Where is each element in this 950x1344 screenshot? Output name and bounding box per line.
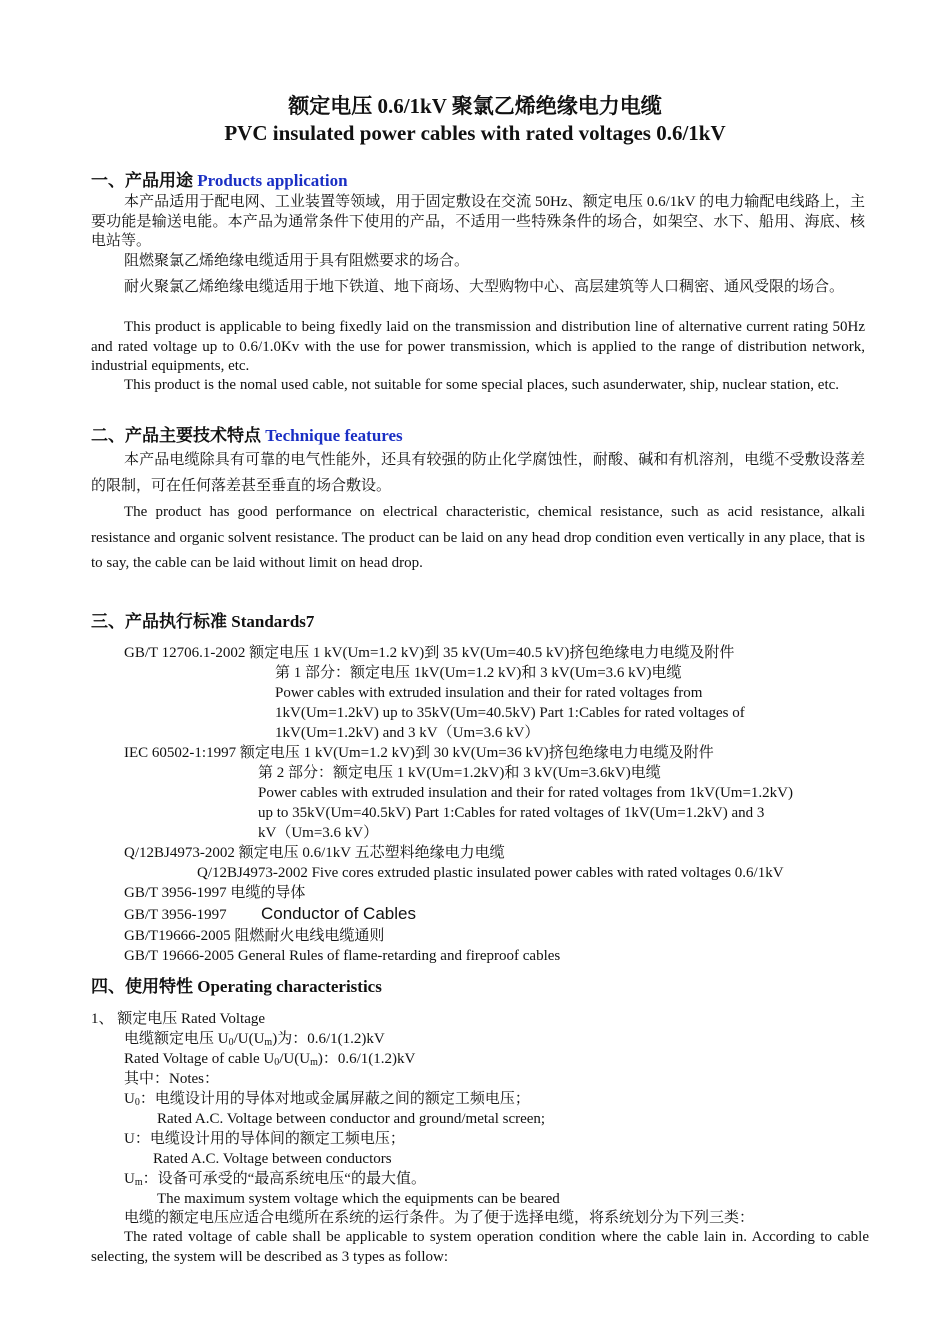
section-1-paragraph-1: 本产品适用于配电网、工业装置等领域，用于固定敷设在交流 50Hz、额定电压 0.6/1kV 的电力输配电线路上，主要功能是输送电能。本产品为通常条件下使用的产品，不适用一些特殊条件的场合，如架空、水下、船用、海底、核电站等。 xyxy=(91,194,865,249)
section-1-paragraph-3: 耐火聚氯乙烯绝缘电缆适用于地下铁道、地下商场、大型购物中心、高层建筑等人口稠密、通风受限的场合。 xyxy=(124,279,845,295)
section-1-heading xyxy=(91,170,348,192)
section-2-paragraph-2: The product has good performance on electrical characteristic, chemical resistance, such as acid resistance, alkali resistance and organic solvent resistance. The product can be laid on any head drop condition even vertically in any place, that is to say, the cable can be laid without limit on head drop. xyxy=(91,504,865,571)
section-1-paragraph-5: This product is the nomal used cable, not suitable for some special places, such asunderwater, ship, nuclear station, etc. xyxy=(124,377,840,393)
note-u0-cn: $U_0$：电缆设计用的导体对地或金属屏蔽之间的额定工频电压； xyxy=(124,1091,530,1108)
section-2-heading-en: Technique features xyxy=(265,426,403,445)
standard-line: 第 2 部分：额定电压 1 kV(Um=1.2kV)和 3 kV(Um=3.6kV)电缆 xyxy=(258,765,661,781)
standard-line: GB/T 12706.1-2002 额定电压 1 kV(Um=1.2 kV)到 35 kV(Um=40.5 kV)挤包绝缘电力电缆及附件 xyxy=(124,645,735,661)
standard-line: kV（Um=3.6 kV） xyxy=(258,825,379,841)
standard-line: 第 1 部分：额定电压 1kV(Um=1.2 kV)和 3 kV(Um=3.6 kV)电缆 xyxy=(275,665,682,681)
section-1-paragraph-4: This product is applicable to being fixedly laid on the transmission and distribution line of alternative current rating 50Hz and rated voltage up to 0.6/1.0Kv with the use for power transmission, which is applied to the range of distribution network, industrial equipments, etc. xyxy=(91,319,865,374)
section-4-heading: 四、使用特性 Operating characteristics xyxy=(91,977,382,996)
standard-line: Conductor of Cables xyxy=(261,904,416,923)
note-u-cn: U：电缆设计用的导体间的额定工频电压； xyxy=(124,1131,405,1147)
standard-line: 1kV(Um=1.2kV) up to 35kV(Um=40.5kV) Part 1:Cables for rated voltages of xyxy=(275,705,745,721)
standard-line: up to 35kV(Um=40.5kV) Part 1:Cables for rated voltages of 1kV(Um=1.2kV) and 3 xyxy=(258,805,765,821)
standard-line: Power cables with extruded insulation and their for rated voltages from xyxy=(275,685,703,701)
section-1-heading-en: Products application xyxy=(197,171,348,190)
title-english: PVC insulated power cables with rated voltages 0.6/1kV xyxy=(224,121,726,145)
final-paragraph-cn: 电缆的额定电压应适合电缆所在系统的运行条件。为了便于选择电缆，将系统划分为下列三类： xyxy=(124,1210,755,1226)
standard-line: GB/T 19666-2005 General Rules of flame-retarding and fireproof cables xyxy=(124,948,561,964)
standard-line: 1kV(Um=1.2kV) and 3 kV（Um=3.6 kV） xyxy=(275,725,540,741)
standard-line: Power cables with extruded insulation and their for rated voltages from 1kV(Um=1.2kV) xyxy=(258,785,793,801)
standard-line: Q/12BJ4973-2002 Five cores extruded plastic insulated power cables with rated voltages 0.6/1kV xyxy=(197,865,784,881)
final-paragraph-en: The rated voltage of cable shall be applicable to system operation condition where the cable lain in. According to cable selecting, the system will be described as 3 types as follow: xyxy=(91,1229,869,1265)
notes-label: 其中：Notes： xyxy=(124,1071,219,1087)
note-u-en: Rated A.C. Voltage between conductors xyxy=(153,1151,392,1167)
section-2-paragraph-1: 本产品电缆除具有可靠的电气性能外，还具有较强的防止化学腐蚀性，耐酸、碱和有机溶剂，电缆不受敷设落差的限制，可在任何落差甚至垂直的场合敷设。 xyxy=(91,452,865,494)
standard-line: GB/T19666-2005 阻燃耐火电线电缆通则 xyxy=(124,928,385,944)
note-um-cn: $U_m$：设备可承受的“最高系统电压“的最大值。 xyxy=(124,1171,426,1188)
section-2-heading xyxy=(91,425,403,447)
note-u0-en: Rated A.C. Voltage between conductor and ground/metal screen; xyxy=(157,1111,546,1127)
section-2-heading-cn: 二、产品主要技术特点 xyxy=(91,426,266,445)
item-rated-voltage: 1、 额定电压 Rated Voltage xyxy=(91,1011,266,1027)
standard-line: GB/T 3956-1997 电缆的导体 xyxy=(124,885,306,901)
rated-voltage-cn: 电缆额定电压 $U_0/U(U_m)$为：0.6/1(1.2)kV xyxy=(124,1031,385,1048)
section-3-heading: 三、产品执行标准 Standards7 xyxy=(91,612,315,631)
section-1-heading-cn: 一、产品用途 xyxy=(91,171,198,190)
standard-line: GB/T 3956-1997 xyxy=(124,907,227,923)
section-1-paragraph-2: 阻燃聚氯乙烯绝缘电缆适用于具有阻燃要求的场合。 xyxy=(124,253,470,269)
rated-voltage-en: Rated Voltage of cable $U_0/U(U_m)$：0.6/1(1.2)kV xyxy=(124,1051,416,1068)
note-um-en: The maximum system voltage which the equipments can be beared xyxy=(157,1191,560,1207)
title-chinese: 额定电压 0.6/1kV 聚氯乙烯绝缘电力电缆 xyxy=(288,94,662,118)
standard-line: Q/12BJ4973-2002 额定电压 0.6/1kV 五芯塑料绝缘电力电缆 xyxy=(124,845,505,861)
standard-line: IEC 60502-1:1997 额定电压 1 kV(Um=1.2 kV)到 30 kV(Um=36 kV)挤包绝缘电力电缆及附件 xyxy=(124,745,714,761)
